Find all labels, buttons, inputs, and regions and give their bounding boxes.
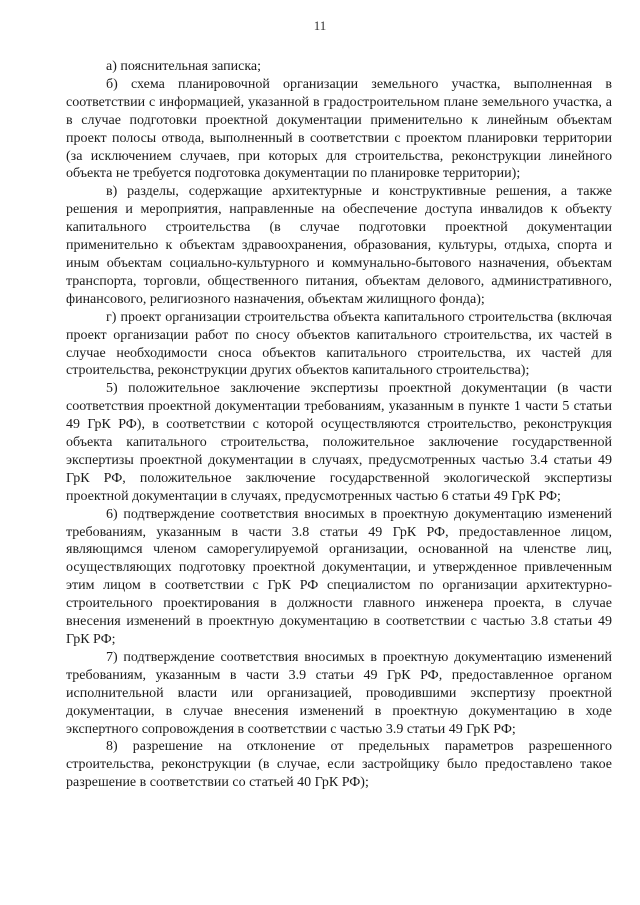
page-number: 11: [313, 18, 327, 33]
document-body: [66, 58, 612, 792]
paragraph-5: 5) положительное заключение экспертизы проектной документации (в части соответствия проектной документации требованиям, указанным в пункте 1 части 5 статьи 49 ГрК РФ), в соответствии с которой осуществляются строительство, реконструкция объекта капитального строительства, положительное заключение государственной экспертизы проектной документации в случаях, предусмотренных частью 3.4 статьи 49 ГрК РФ, положительное заключение государственной экологической экспертизы проектной документации в случаях, предусмотренных частью 6 статьи 49 ГрК РФ;: [66, 381, 612, 504]
paragraph-v: в) разделы, содержащие архитектурные и конструктивные решения, а также решения и мероприятия, направленные на обеспечение доступа инвалидов к объекту капитального строительства (в случае подготовки проектной документации применительно к объектам здравоохранения, образования, культуры, отдыха, спорта и иным объектам социально-культурного и коммунально-бытового назначения, объектам транспорта, торговли, общественного питания, объектам делового, административного, финансового, религиозного назначения, объектам жилищного фонда);: [66, 184, 612, 307]
paragraph-7: 7) подтверждение соответствия вносимых в проектную документацию изменений требованиям, указанным в части 3.9 статьи 49 ГрК РФ, предоставленное органом исполнительной власти или организацией, проводившими экспертизу проектной документации, в случае внесения изменений в проектную документацию в ходе экспертного сопровождения в соответствии с частью 3.9 статьи 49 ГрК РФ;: [66, 649, 612, 737]
paragraph-8: 8) разрешение на отклонение от предельных параметров разрешенного строительства, реконструкции (в случае, если застройщику было предоставлено такое разрешение в соответствии со статьей 40 ГрК РФ);: [66, 739, 612, 791]
paragraph-b: б) схема планировочной организации земельного участка, выполненная в соответствии с информацией, указанной в градостроительном плане земельного участка, а в случае подготовки проектной документации применительно к линейным объектам проект полосы отвода, выполненный в соответствии с проектом планировки территории (за исключением случаев, при которых для строительства, реконструкции линейного объекта не требуется подготовка документации по планировке территории);: [66, 76, 612, 182]
paragraph-a: а) пояснительная записка;: [106, 59, 262, 74]
paragraph-g: г) проект организации строительства объекта капитального строительства (включая проект организации работ по сносу объектов капитального строительства, их частей в случае необходимости сноса объектов капитального строительства, их частей для строительства, реконструкции других объектов капитального строительства);: [66, 309, 612, 379]
paragraph-6: 6) подтверждение соответствия вносимых в проектную документацию изменений требованиям, указанным в части 3.8 статьи 49 ГрК РФ, предоставленное лицом, являющимся членом саморегулируемой организации, основанной на членстве лиц, осуществляющих подготовку проектной документации, и утвержденное привлеченным этим лицом в соответствии с ГрК РФ специалистом по организации архитектурно-строительного проектирования в должности главного инженера проекта, в случае внесения изменений в проектную документацию в соответствии с частью 3.8 статьи 49 ГрК РФ;: [66, 506, 612, 647]
